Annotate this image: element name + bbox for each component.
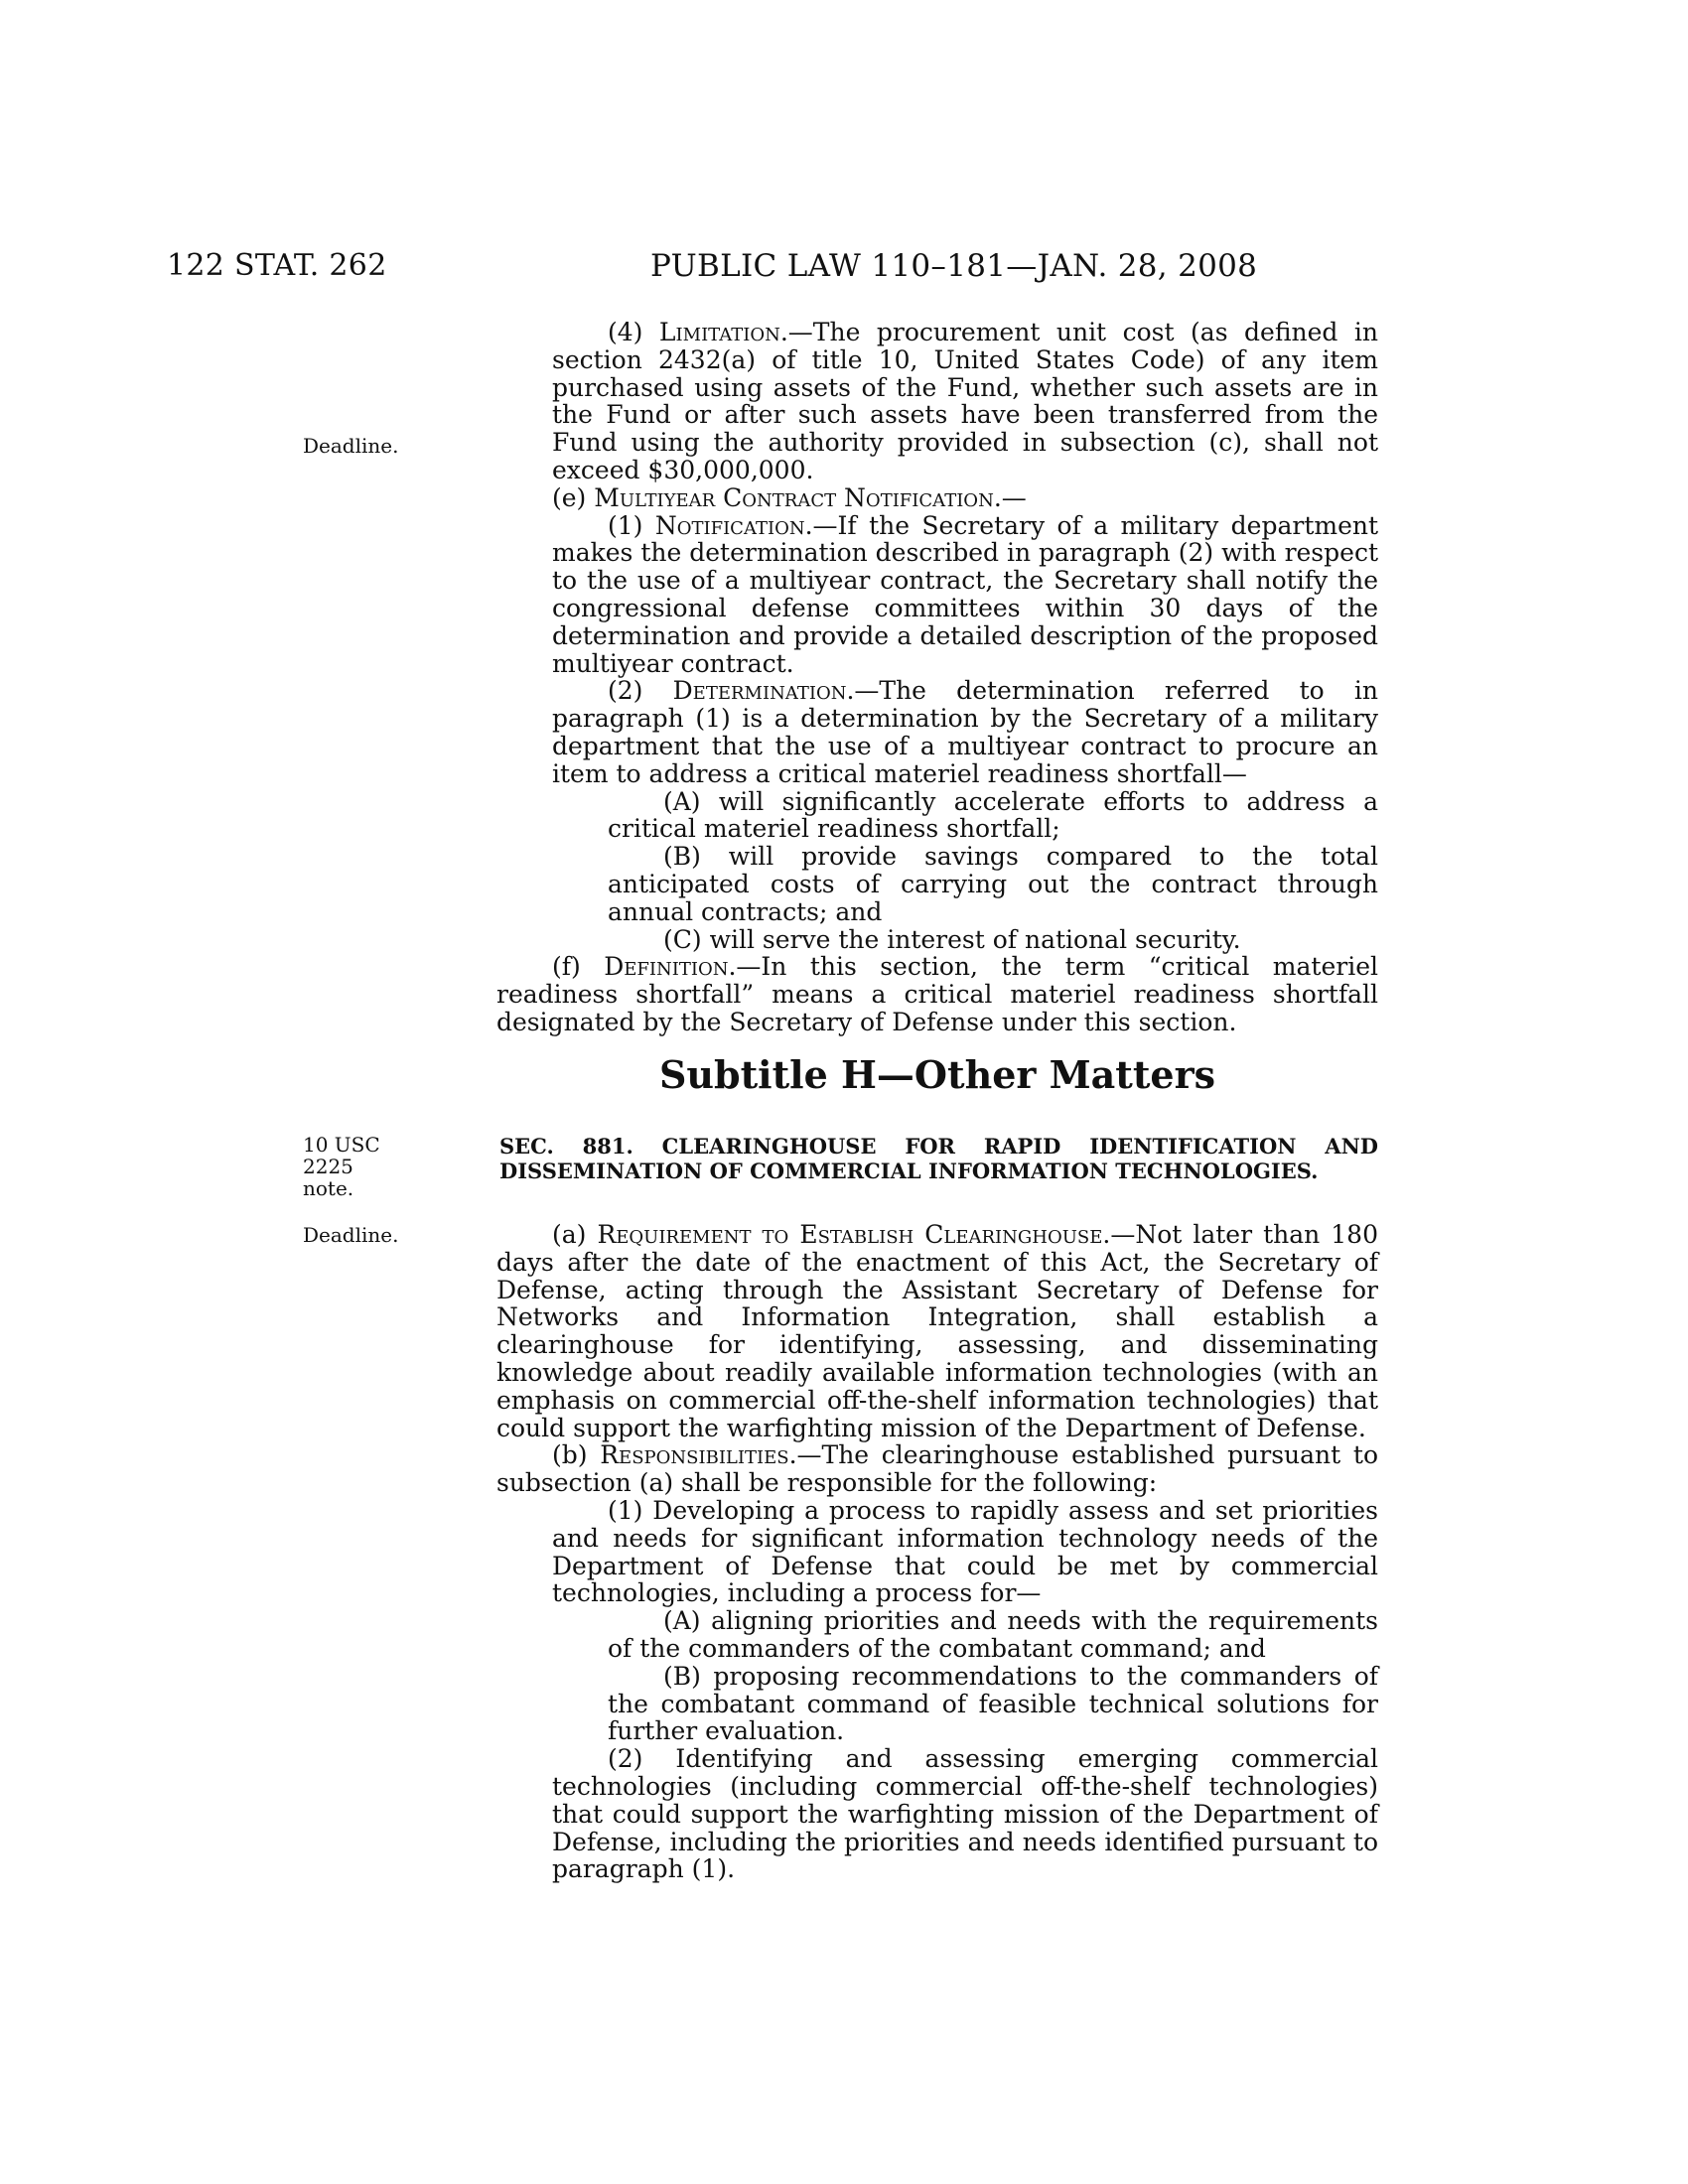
body-text-bottom	[496, 1221, 1378, 1883]
margin-note-deadline: Deadline.	[303, 434, 399, 458]
paragraph-heading: Notification	[654, 510, 805, 540]
subtitle-heading: Subtitle H—Other Matters	[658, 1052, 1216, 1097]
paragraph-text: .—The clearinghouse established pursuant to subsection (a) shall be responsible for the following:	[496, 1440, 1378, 1498]
section-heading	[499, 1134, 1378, 1183]
paragraph-label: (a)	[552, 1220, 598, 1249]
paragraph-4-limitation	[496, 319, 1378, 484]
running-header: PUBLIC LAW 110–181—JAN. 28, 2008	[650, 248, 1258, 284]
section-title: CLEARINGHOUSE FOR RAPID IDENTIFICATION AND DISSEMINATION OF COMMERCIAL INFORMATION TECHNOLOGIES.	[499, 1134, 1378, 1183]
subparagraph-b: (B) will provide savings compared to the total anticipated costs of carrying out the contract through annual contracts; and	[608, 842, 1378, 926]
paragraph-text: .—Not later than 180 days after the date of the enactment of this Act, the Secretary of Defense, acting through the Assistant Secretary of Defense for Networks and Information Integration, shall establish a clearinghouse for identifying, assessing, and disseminating knowledge about readily available information technologies (with an emphasis on commercial off-the-shelf information technologies) that could support the warfighting mission of the Department of Defense.	[496, 1220, 1378, 1442]
paragraph-heading: Definition	[604, 952, 729, 982]
margin-note-deadline: Deadline.	[303, 1223, 399, 1247]
paragraph-label: (4)	[608, 318, 659, 346]
paragraph-heading: Responsibilities	[600, 1440, 789, 1470]
paragraph-text: .—The determination referred to in paragraph (1) is a determination by the Secretary of a military department that the use of a multiyear contract to procure an item to address a critical materiel readiness shortfall—	[552, 676, 1379, 788]
paragraph-label: (b)	[552, 1440, 601, 1470]
subsection-a-requirement	[496, 1221, 1378, 1441]
paragraph-text: .—	[993, 482, 1027, 512]
subparagraph-b1b: (B) proposing recommendations to the commanders of the combatant command of feasible technical solutions for further evaluation.	[608, 1661, 1378, 1746]
subsection-e	[496, 484, 1378, 512]
paragraph-heading: Limitation	[658, 318, 780, 346]
paragraph-label: (e)	[552, 482, 595, 512]
subparagraph-b1a: (A) aligning priorities and needs with the requirements of the commanders of the combatant command; and	[608, 1606, 1378, 1663]
statute-page-number: 122 STAT. 262	[167, 248, 387, 283]
paragraph-label: (f)	[552, 952, 605, 982]
subparagraph-a: (A) will significantly accelerate efforts to address a critical materiel readiness shortfall;	[608, 786, 1378, 844]
paragraph-label: (1)	[608, 510, 655, 540]
paragraph-label: (2)	[608, 676, 673, 706]
paragraph-b1: (1) Developing a process to rapidly assess and set priorities and needs for significant information technology needs of the Department of Defense that could be met by commercial technologies, including a process for—	[552, 1495, 1378, 1608]
paragraph-heading: Determination	[672, 676, 847, 706]
section-number: SEC. 881.	[499, 1134, 662, 1159]
margin-note-usc	[303, 1134, 432, 1199]
paragraph-text: .—In this section, the term “critical materiel readiness shortfall” means a critical materiel readiness shortfall designated by the Secretary of Defense under this section.	[496, 952, 1378, 1036]
subparagraph-c: (C) will serve the interest of national security.	[663, 924, 1241, 954]
paragraph-e1-notification	[496, 512, 1378, 678]
body-text-top	[496, 319, 1378, 1036]
subsection-f-definition	[496, 953, 1378, 1035]
paragraph-heading: Requirement to Establish Clearinghouse	[597, 1220, 1103, 1249]
subsection-b-responsibilities	[496, 1441, 1378, 1497]
paragraph-text: .—The procurement unit cost (as defined in section 2432(a) of title 10, United States Code) of any item purchased using assets of the Fund, whether such assets are in the Fund or after such assets have been transferred from the Fund using the authority provided in subsection (c), shall not exceed $30,000,000.	[552, 318, 1378, 484]
paragraph-heading: Multiyear Contract Notification	[594, 482, 994, 512]
paragraph-e2-determination	[496, 677, 1378, 787]
paragraph-text: .—If the Secretary of a military department makes the determination described in paragraph (2) with respect to the use of a multiyear contract, the Secretary shall notify the congressional defense committees within 30 days of the determination and provide a detailed description of the proposed multiyear contract.	[552, 510, 1379, 678]
paragraph-b2: (2) Identifying and assessing emerging commercial technologies (including commercial off-the-shelf technologies) that could support the warfighting mission of the Department of Defense, including the priorities and needs identified pursuant to paragraph (1).	[552, 1744, 1378, 1884]
margin-note-usc-line1: 10 USC 2225	[303, 1133, 380, 1178]
margin-note-usc-line2: note.	[303, 1176, 354, 1200]
